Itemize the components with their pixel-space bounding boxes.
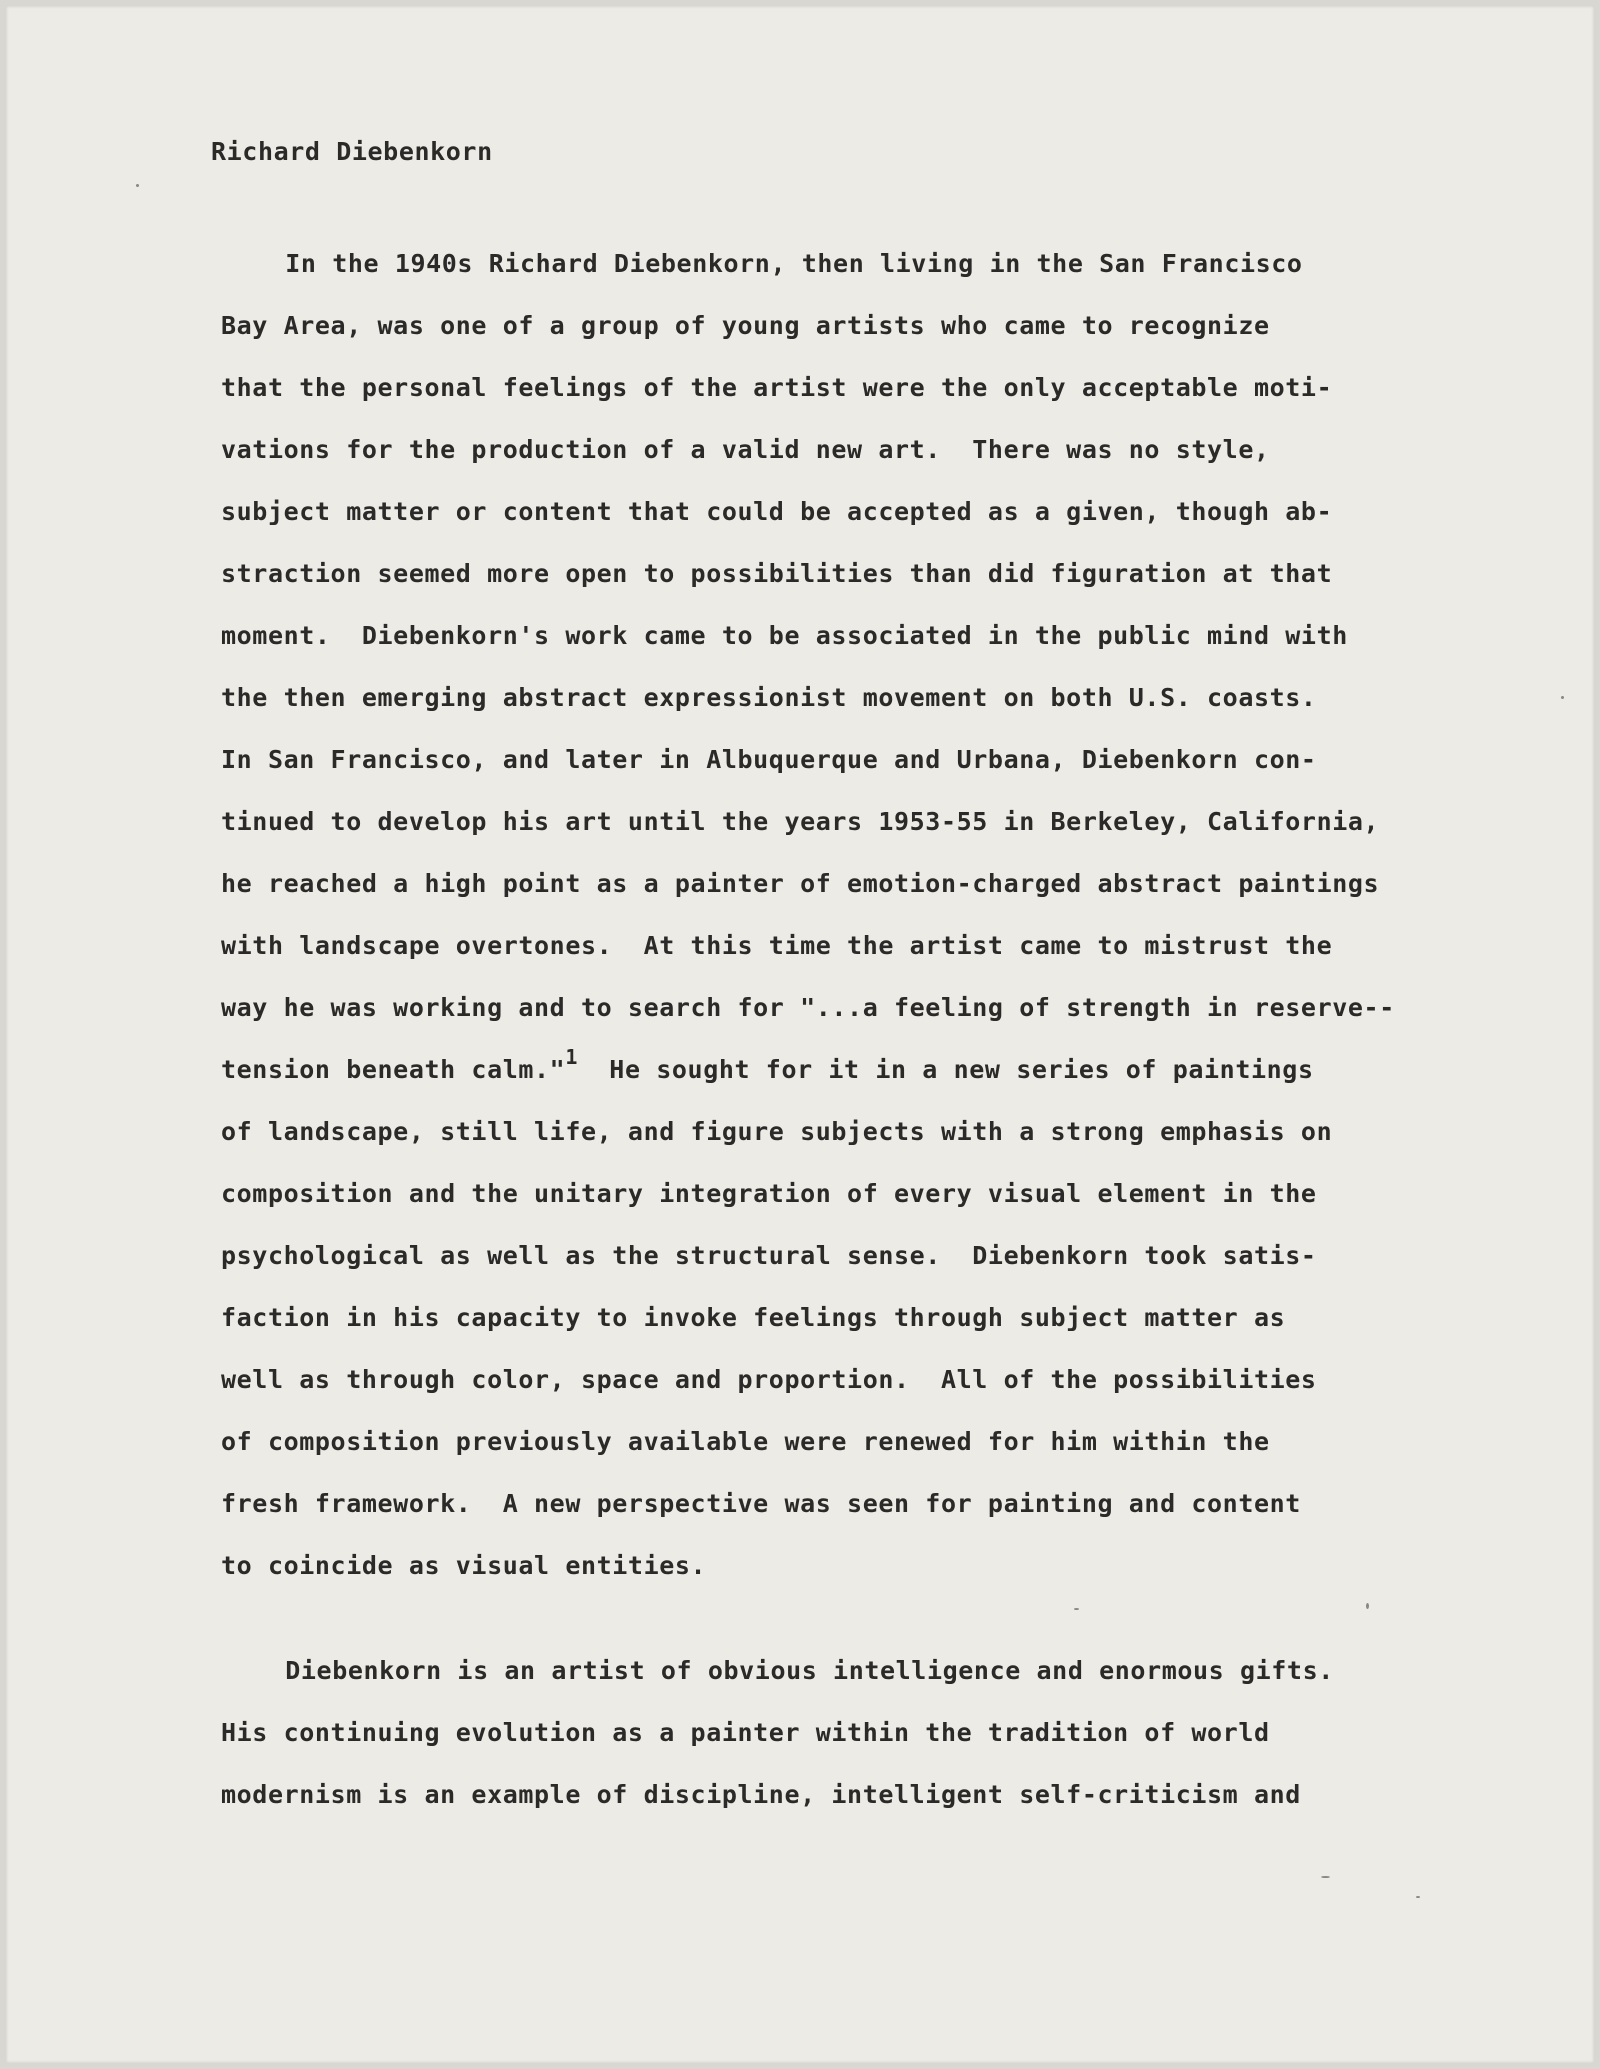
text-line: moment. Diebenkorn's work came to be associated in the public mind with <box>221 621 1348 650</box>
text-line: the then emerging abstract expressionist movement on both U.S. coasts. <box>221 683 1317 712</box>
text-line: well as through color, space and proportion. All of the possibilities <box>221 1365 1317 1394</box>
text-segment: tension beneath calm." <box>221 1055 566 1084</box>
text-line: composition and the unitary integration of every visual element in the <box>221 1179 1317 1208</box>
text-line: His continuing evolution as a painter within the tradition of world <box>221 1718 1270 1747</box>
text-line: Bay Area, was one of a group of young artists who came to recognize <box>221 311 1270 340</box>
text-line: straction seemed more open to possibilities than did figuration at that <box>221 559 1333 588</box>
text-line: he reached a high point as a painter of emotion-charged abstract paintings <box>221 869 1380 898</box>
paper-speck <box>1074 1608 1079 1610</box>
paper-speck <box>1321 1876 1330 1878</box>
text-line: fresh framework. A new perspective was seen for painting and content <box>221 1489 1301 1518</box>
paper-speck <box>1416 1896 1420 1898</box>
text-line: subject matter or content that could be accepted as a given, though ab- <box>221 497 1333 526</box>
text-line-with-footnote <box>221 1045 1314 1084</box>
text-line: of composition previously available were renewed for him within the <box>221 1427 1270 1456</box>
text-line: vations for the production of a valid new art. There was no style, <box>221 435 1270 464</box>
typewritten-page <box>6 6 1594 2063</box>
text-line: to coincide as visual entities. <box>221 1551 707 1580</box>
text-line: that the personal feelings of the artist were the only acceptable moti- <box>221 373 1333 402</box>
text-line: way he was working and to search for "...a feeling of strength in reserve-- <box>221 993 1395 1022</box>
text-line: faction in his capacity to invoke feelings through subject matter as <box>221 1303 1286 1332</box>
text-line: with landscape overtones. At this time the artist came to mistrust the <box>221 931 1333 960</box>
footnote-marker: 1 <box>565 1045 578 1069</box>
text-line: In the 1940s Richard Diebenkorn, then living in the San Francisco <box>207 249 1303 278</box>
text-segment: He sought for it in a new series of paintings <box>577 1055 1314 1084</box>
text-line: of landscape, still life, and figure subjects with a strong emphasis on <box>221 1117 1333 1146</box>
text-line: Diebenkorn is an artist of obvious intelligence and enormous gifts. <box>207 1656 1334 1685</box>
text-line: modernism is an example of discipline, intelligent self-criticism and <box>221 1780 1301 1809</box>
text-line: psychological as well as the structural sense. Diebenkorn took satis- <box>221 1241 1317 1270</box>
paper-speck <box>136 184 139 187</box>
document-title: Richard Diebenkorn <box>211 137 493 166</box>
text-line: tinued to develop his art until the years 1953-55 in Berkeley, California, <box>221 807 1380 836</box>
paper-speck <box>1366 1603 1369 1609</box>
paper-speck <box>1561 696 1564 699</box>
text-line: In San Francisco, and later in Albuquerque and Urbana, Diebenkorn con- <box>221 745 1317 774</box>
